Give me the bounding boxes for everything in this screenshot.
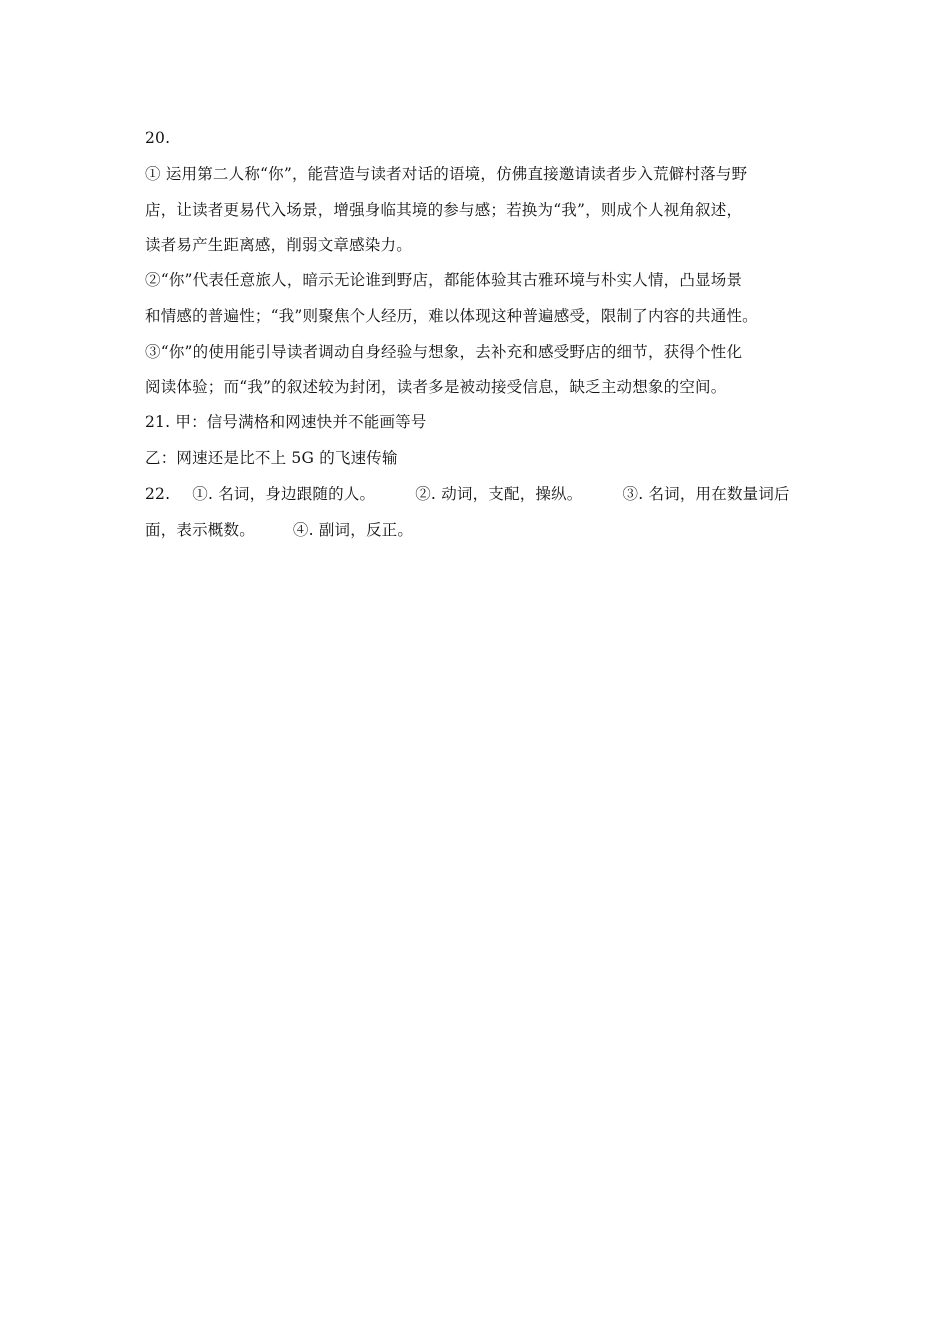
q21-line-1: 21. 甲：信号满格和网速快并不能画等号 (145, 413, 427, 431)
q22-item-2: ②. 动词，支配，操纵。 (415, 485, 583, 503)
q22-number: 22. (145, 485, 171, 503)
q20-line-3: 读者易产生距离感，削弱文章感染力。 (145, 236, 412, 254)
q20-line-2: 店，让读者更易代入场景，增强身临其境的参与感；若换为“我”，则成个人视角叙述， (145, 201, 743, 219)
q20-line-7: 阅读体验；而“我”的叙述较为封闭，读者多是被动接受信息，缺乏主动想象的空间。 (145, 378, 727, 396)
q20-line-6: ③“你”的使用能引导读者调动自身经验与想象，去补充和感受野店的细节，获得个性化 (145, 343, 743, 361)
q22-item-1: ①. 名词，身边跟随的人。 (192, 485, 376, 503)
q21-line-2: 乙：网速还是比不上 5G 的飞速传输 (145, 449, 398, 467)
q22-line-1 (145, 476, 810, 512)
q20-line-1: ① 运用第二人称“你”，能营造与读者对话的语境，仿佛直接邀请读者步入荒僻村落与野 (145, 165, 748, 183)
q20-number: 20. (145, 129, 171, 147)
q22-item-4: ④. 副词，反正。 (292, 521, 414, 539)
q20-line-5: 和情感的普遍性；“我”则聚焦个人经历，难以体现这种普遍感受，限制了内容的共通性。 (145, 307, 758, 325)
q22-item-3: ③. 名词，用在数量词后 (622, 485, 790, 503)
q22-item-3-continued: 面，表示概数。 (145, 521, 255, 539)
q22-line-2 (145, 512, 810, 548)
answer-content (145, 120, 810, 548)
q20-line-4: ②“你”代表任意旅人，暗示无论谁到野店，都能体验其古雅环境与朴实人情，凸显场景 (145, 271, 743, 289)
